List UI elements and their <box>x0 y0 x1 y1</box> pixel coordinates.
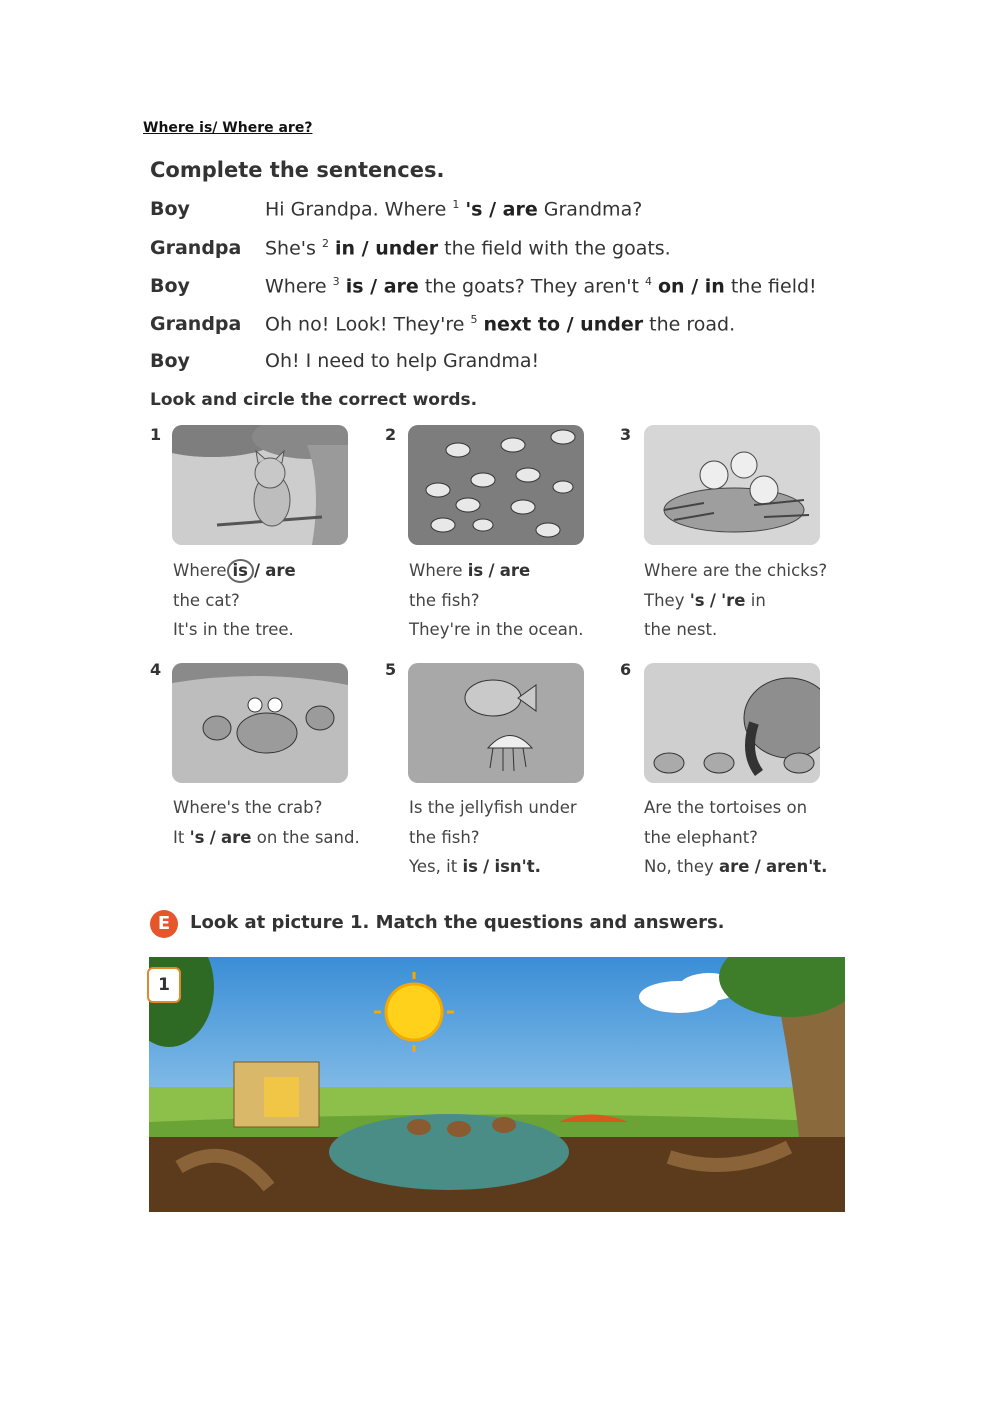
section-heading-complete: Complete the sentences. <box>150 158 445 182</box>
dialogue-line: Grandpa She's $^2$ in / under the field with the goats. <box>150 237 671 260</box>
picture-number-label: 1 <box>147 967 181 1003</box>
dialogue-line: Boy Where $^3$ is / are the goats? They aren't $^4$ on / in the field! <box>150 275 817 298</box>
item-4-caption: Where's the crab? It 's / are on the sand. <box>173 798 360 847</box>
section-heading-circle: Look and circle the correct words. <box>150 390 478 410</box>
cat-in-tree-picture <box>172 425 348 545</box>
section-heading-match: Look at picture 1. Match the questions and answers. <box>190 912 725 933</box>
chicks-in-nest-picture <box>644 425 820 545</box>
item-5-caption: Is the jellyfish under the fish? Yes, it is / isn't. <box>409 798 577 876</box>
item-1-caption: Where is / are the cat? It's in the tree. <box>173 561 296 639</box>
dialogue-line: Boy Oh! I need to help Grandma! <box>150 350 540 372</box>
circled-answer: is <box>227 559 254 583</box>
nature-scene-picture <box>149 957 845 1212</box>
item-number: 4 <box>150 660 162 679</box>
item-number: 3 <box>620 425 632 444</box>
item-number: 6 <box>620 660 632 679</box>
exercise-e-badge: E <box>150 910 178 938</box>
item-number: 2 <box>385 425 397 444</box>
crab-on-sand-picture <box>172 663 348 783</box>
tortoises-elephant-picture <box>644 663 820 783</box>
item-6-caption: Are the tortoises on the elephant? No, they are / aren't. <box>644 798 828 876</box>
item-number: 5 <box>385 660 397 679</box>
item-2-caption: Where is / are the fish? They're in the ocean. <box>409 561 584 639</box>
item-3-caption: Where are the chicks? They 's / 're in the nest. <box>644 561 828 639</box>
item-number: 1 <box>150 425 162 444</box>
fish-in-ocean-picture <box>408 425 584 545</box>
dialogue-line: Boy Hi Grandpa. Where $^1$ 's / are Grandma? <box>150 198 643 221</box>
page-title: Where is/ Where are? <box>143 120 313 136</box>
jellyfish-under-fish-picture <box>408 663 584 783</box>
dialogue-line: Grandpa Oh no! Look! They're $^5$ next to / under the road. <box>150 313 736 336</box>
